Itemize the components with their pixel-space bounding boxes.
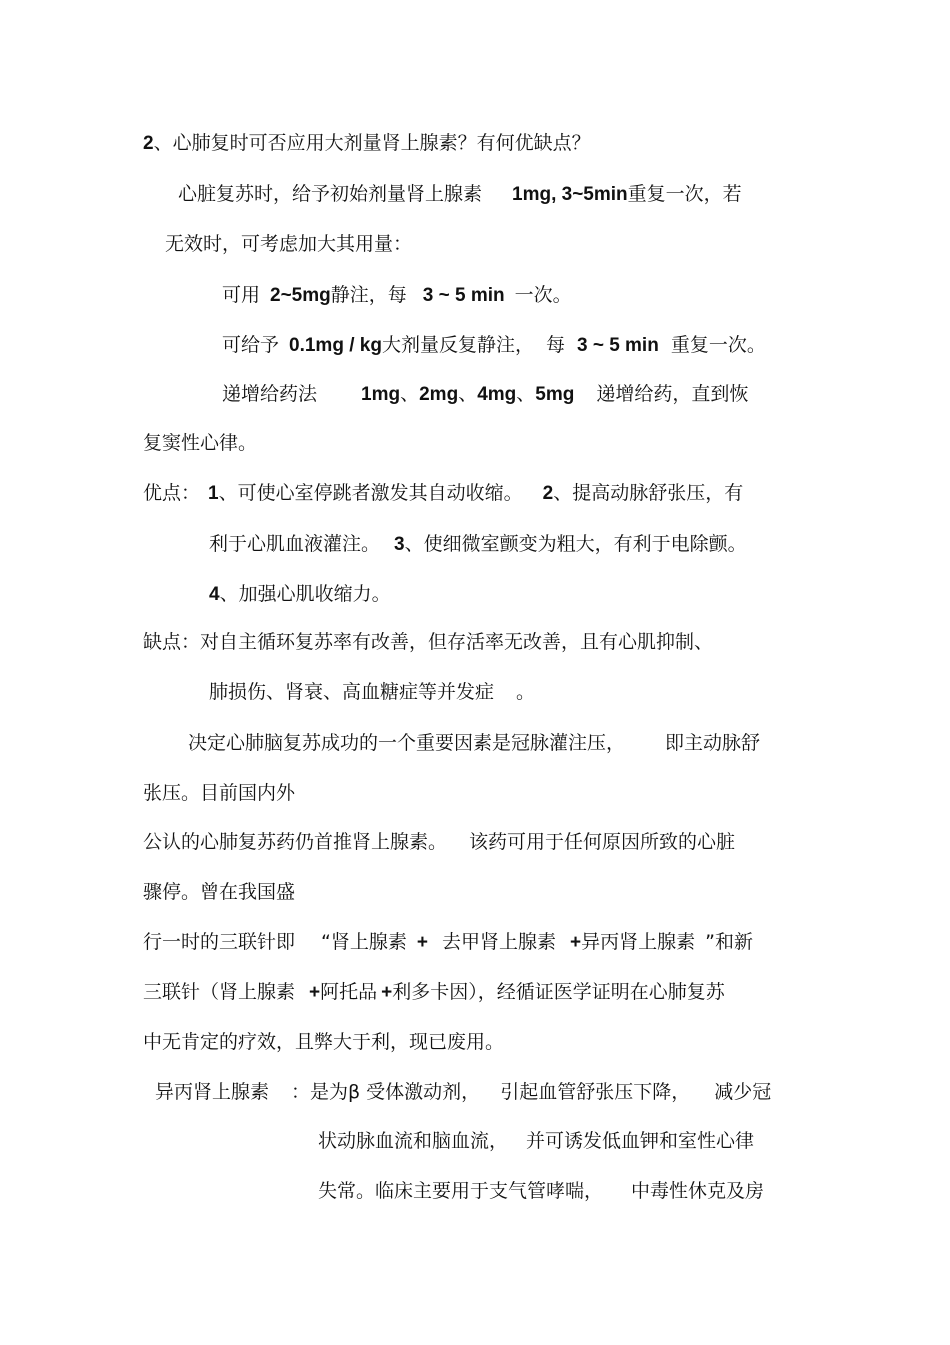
dosage-item: 可给予 0.1mg / kg大剂量反复静注， 每 3 ~ 5 min 重复一次。 — [222, 334, 766, 356]
dosage-item: 递增给药法 1mg、2mg、4mg、5mg 递增给药，直到恢 — [222, 383, 749, 405]
advantages-line: 4、加强心肌收缩力。 — [209, 583, 391, 605]
isoproterenol-line: 异丙肾上腺素 ：是为β 受体激动剂， 引起血管舒张压下降， 减少冠 — [155, 1081, 772, 1103]
paragraph-line: 复窦性心律。 — [143, 432, 258, 454]
paragraph-line: 无效时，可考虑加大其用量： — [165, 233, 413, 255]
paragraph-line: 三联针（肾上腺素 +阿托品 +利多卡因），经循证医学证明在心肺复苏 — [143, 981, 725, 1003]
advantages-line: 利于心肌血液灌注。 3、使细微室颤变为粗大，有利于电除颤。 — [209, 533, 747, 555]
paragraph-line: 心脏复苏时，给予初始剂量肾上腺素 1mg, 3~5min重复一次，若 — [178, 183, 742, 205]
advantages-line: 优点： 1、可使心室停跳者激发其自动收缩。 2、提高动脉舒张压，有 — [143, 482, 744, 504]
paragraph-line: 公认的心肺复苏药仍首推肾上腺素。 该药可用于任何原因所致的心脏 — [143, 831, 736, 853]
isoproterenol-line: 状动脉血流和脑血流， 并可诱发低血钾和室性心律 — [318, 1130, 755, 1152]
disadvantages-line: 肺损伤、肾衰、高血糖症等并发症 。 — [209, 681, 536, 703]
paragraph-line: 决定心肺脑复苏成功的一个重要因素是冠脉灌注压， 即主动脉舒 — [188, 732, 761, 754]
isoproterenol-line: 失常。临床主要用于支气管哮喘， 中毒性休克及房 — [318, 1180, 765, 1202]
paragraph-line: 中无肯定的疗效，且弊大于利，现已废用。 — [143, 1031, 505, 1053]
paragraph-line: 张压。目前国内外 — [143, 782, 296, 804]
question-heading: 2、心肺复时可否应用大剂量肾上腺素？有何优缺点？ — [143, 132, 591, 154]
disadvantages-line: 缺点：对自主循环复苏率有改善，但存活率无改善，且有心肌抑制、 — [143, 631, 714, 653]
paragraph-line: 骤停。曾在我国盛 — [143, 881, 296, 903]
dosage-item: 可用 2~5mg静注，每 3 ~ 5 min 一次。 — [222, 284, 572, 306]
paragraph-line: 行一时的三联针即 “肾上腺素 + 去甲肾上腺素 +异丙肾上腺素 ”和新 — [143, 931, 753, 953]
